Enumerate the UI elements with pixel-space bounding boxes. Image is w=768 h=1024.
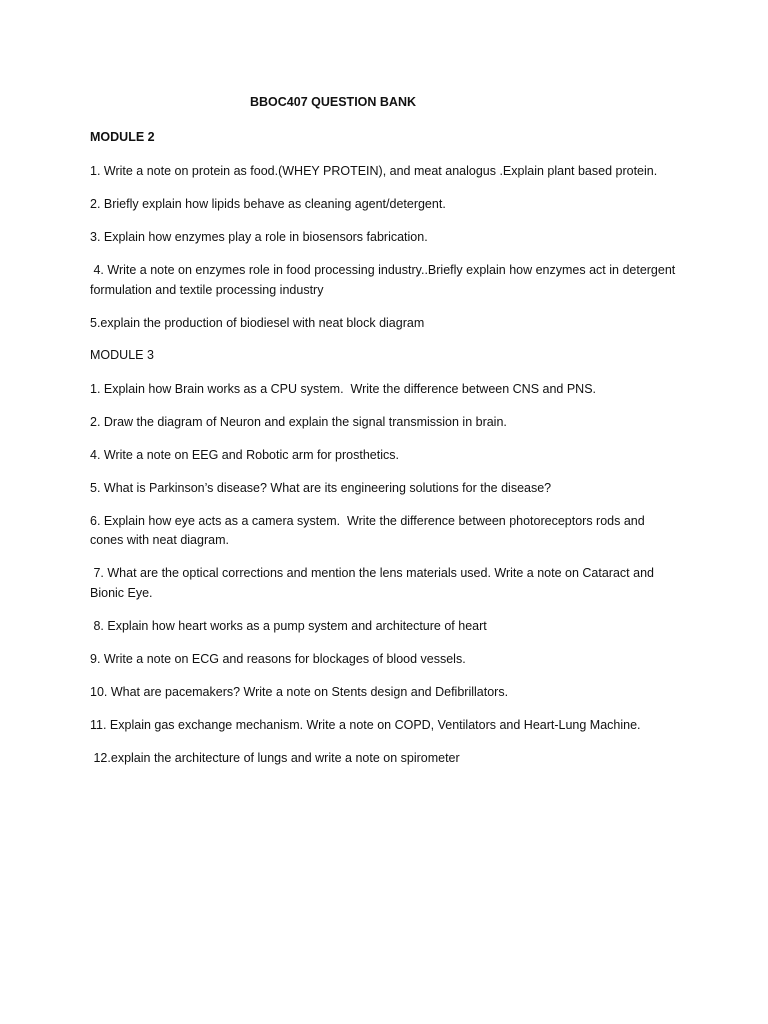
module-3-question-12: 12.explain the architecture of lungs and write a note on spirometer: [90, 750, 460, 765]
module-2-question-4: 4. Write a note on enzymes role in food processing industry..Briefly explain how enzymes act in detergent formulation and textile processing industry: [90, 263, 679, 297]
module-2-question-1: 1. Write a note on protein as food.(WHEY PROTEIN), and meat analogus .Explain plant based protein.: [90, 164, 658, 178]
module-3-heading: MODULE 3: [90, 347, 154, 362]
module-3-question-2: 2. Draw the diagram of Neuron and explain the signal transmission in brain.: [90, 414, 507, 429]
module-2-question-3: 3. Explain how enzymes play a role in biosensors fabrication.: [90, 230, 428, 244]
document-content: [90, 94, 680, 782]
module-3-question-10: 10. What are pacemakers? Write a note on Stents design and Defibrillators.: [90, 684, 509, 699]
module-3-question-5: 5. What is Parkinson’s disease? What are its engineering solutions for the disease?: [90, 480, 552, 495]
module-2-question-2: 2. Briefly explain how lipids behave as cleaning agent/detergent.: [90, 197, 446, 211]
module-3-question-6: 6. Explain how eye acts as a camera system. Write the difference between photoreceptors rods and cones with neat diagram.: [90, 513, 649, 547]
module-2-heading: MODULE 2: [90, 130, 155, 144]
document-title: BBOC407 QUESTION BANK: [250, 95, 416, 109]
module-2-question-5: 5.explain the production of biodiesel with neat block diagram: [90, 315, 425, 330]
module-3-question-7: 7. What are the optical corrections and mention the lens materials used. Write a note on Cataract and Bionic Eye.: [90, 566, 658, 600]
module-3-question-4: 4. Write a note on EEG and Robotic arm for prosthetics.: [90, 447, 399, 462]
module-3-question-8: 8. Explain how heart works as a pump system and architecture of heart: [90, 618, 487, 633]
module-3-question-9: 9. Write a note on ECG and reasons for blockages of blood vessels.: [90, 651, 466, 666]
module-3-question-11: 11. Explain gas exchange mechanism. Write a note on COPD, Ventilators and Heart-Lung Machine.: [90, 717, 641, 732]
module-3-question-1: 1. Explain how Brain works as a CPU system. Write the difference between CNS and PNS.: [90, 381, 597, 396]
